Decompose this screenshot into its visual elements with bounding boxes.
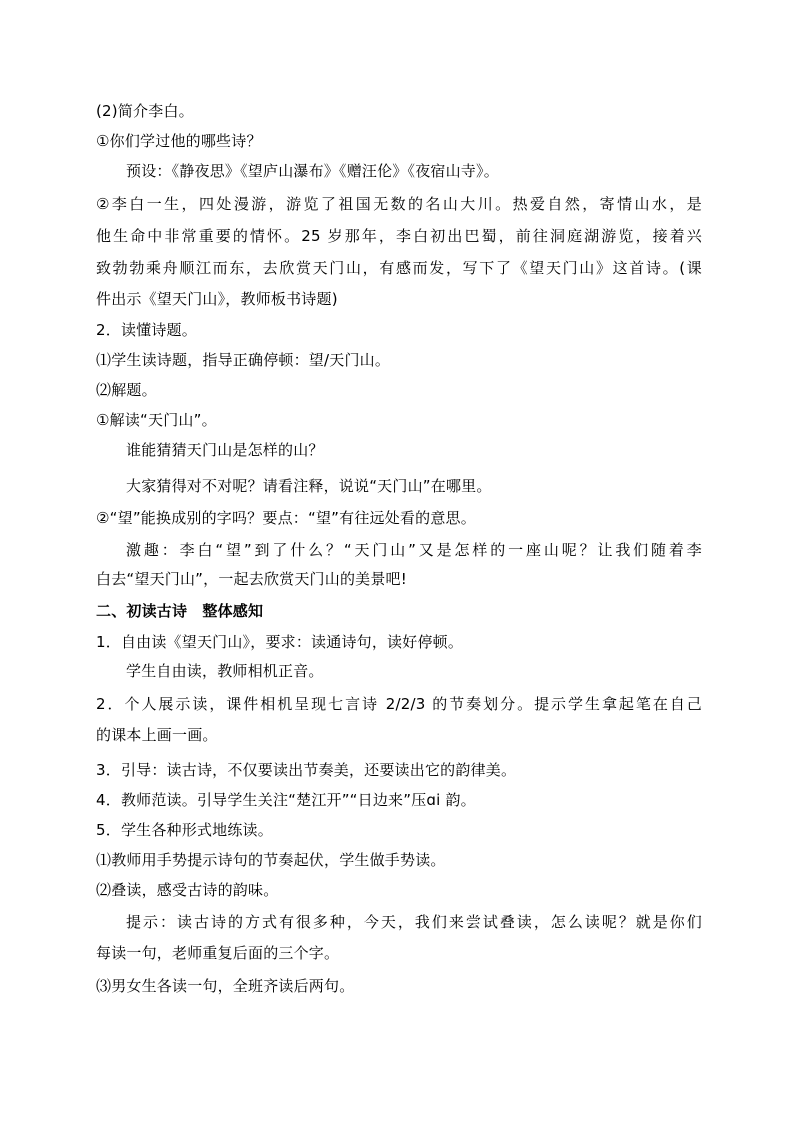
sub-item-gesture-reading: ⑴教师用手势提示诗句的节奏起伏，学生做手势读。 (96, 851, 446, 869)
tip-line-2: 每读一句，老师重复后面的三个字。 (96, 944, 340, 962)
sub-item-explain-title: ⑵解题。 (96, 381, 157, 399)
sub-item-read-title: ⑴学生读诗题，指导正确停顿：望/天门山。 (96, 351, 391, 369)
step-individual-reading-line-2: 的课本上画一画。 (96, 726, 218, 744)
tip-line-1: 提示：读古诗的方式有很多种，今天，我们来尝试叠读，怎么读呢？就是你们 (126, 913, 702, 931)
sub-item-boys-girls-reading: ⑶男女生各读一句，全班齐读后两句。 (96, 977, 355, 995)
sub-item-brief-intro: (2)简介李白。 (96, 102, 194, 120)
item-replace-wang: ②“望”能换成别的字吗？要点：“望”有往远处看的意思。 (96, 509, 476, 527)
paragraph-libai-line-4: 件出示《望天门山》，教师板书诗题) (96, 290, 338, 308)
paragraph-libai-line-1: ②李白一生，四处漫游，游览了祖国无数的名山大川。热爱自然，寄情山水，是 (96, 195, 702, 213)
motivation-line-2: 白去“望天门山”，一起去欣赏天门山的美景吧! (96, 570, 407, 588)
step-individual-reading-line-1: 2．个人展示读，课件相机呈现七言诗 2/2/3 的节奏划分。提示学生拿起笔在自己 (96, 695, 702, 713)
motivation-line-1: 激趣：李白“望”到了什么？“天门山”又是怎样的一座山呢？让我们随着李 (126, 541, 702, 559)
preset-answer: 预设：《静夜思》《望庐山瀑布》《赠汪伦》《夜宿山寺》。 (126, 162, 499, 180)
step-free-reading-detail: 学生自由读，教师相机正音。 (126, 662, 324, 680)
step-practice-reading: 5．学生各种形式地练读。 (96, 821, 273, 839)
paragraph-libai-line-2: 他生命中非常重要的情怀。25 岁那年，李白初出巴蜀，前往洞庭湖游览，接着兴 (96, 227, 702, 245)
sub-item-overlap-reading: ⑵叠读，感受古诗的韵味。 (96, 881, 279, 899)
step-free-reading: 1．自由读《望天门山》，要求：读通诗句，读好停顿。 (96, 633, 464, 651)
step-understand-title: 2．读懂诗题。 (96, 321, 197, 339)
step-guidance: 3．引导：读古诗，不仅要读出节奏美，还要读出它的韵律美。 (96, 761, 517, 779)
section-heading-first-reading: 二、初读古诗 整体感知 (96, 602, 264, 620)
question-check-notes: 大家猜得对不对呢？请看注释，说说“天门山”在哪里。 (126, 477, 492, 495)
question-guess-mountain: 谁能猜猜天门山是怎样的山？ (126, 441, 324, 459)
item-interpret-tianmenshan: ①解读“天门山”。 (96, 411, 217, 429)
step-teacher-model-reading: 4．教师范读。引导学生关注“楚江开”“日边来”压ɑi 韵。 (96, 791, 476, 809)
paragraph-libai-line-3: 致勃勃乘舟顺江而东，去欣赏天门山，有感而发，写下了《望天门山》这首诗。(课 (96, 259, 702, 277)
question-poems-learned: ①你们学过他的哪些诗？ (96, 132, 262, 150)
